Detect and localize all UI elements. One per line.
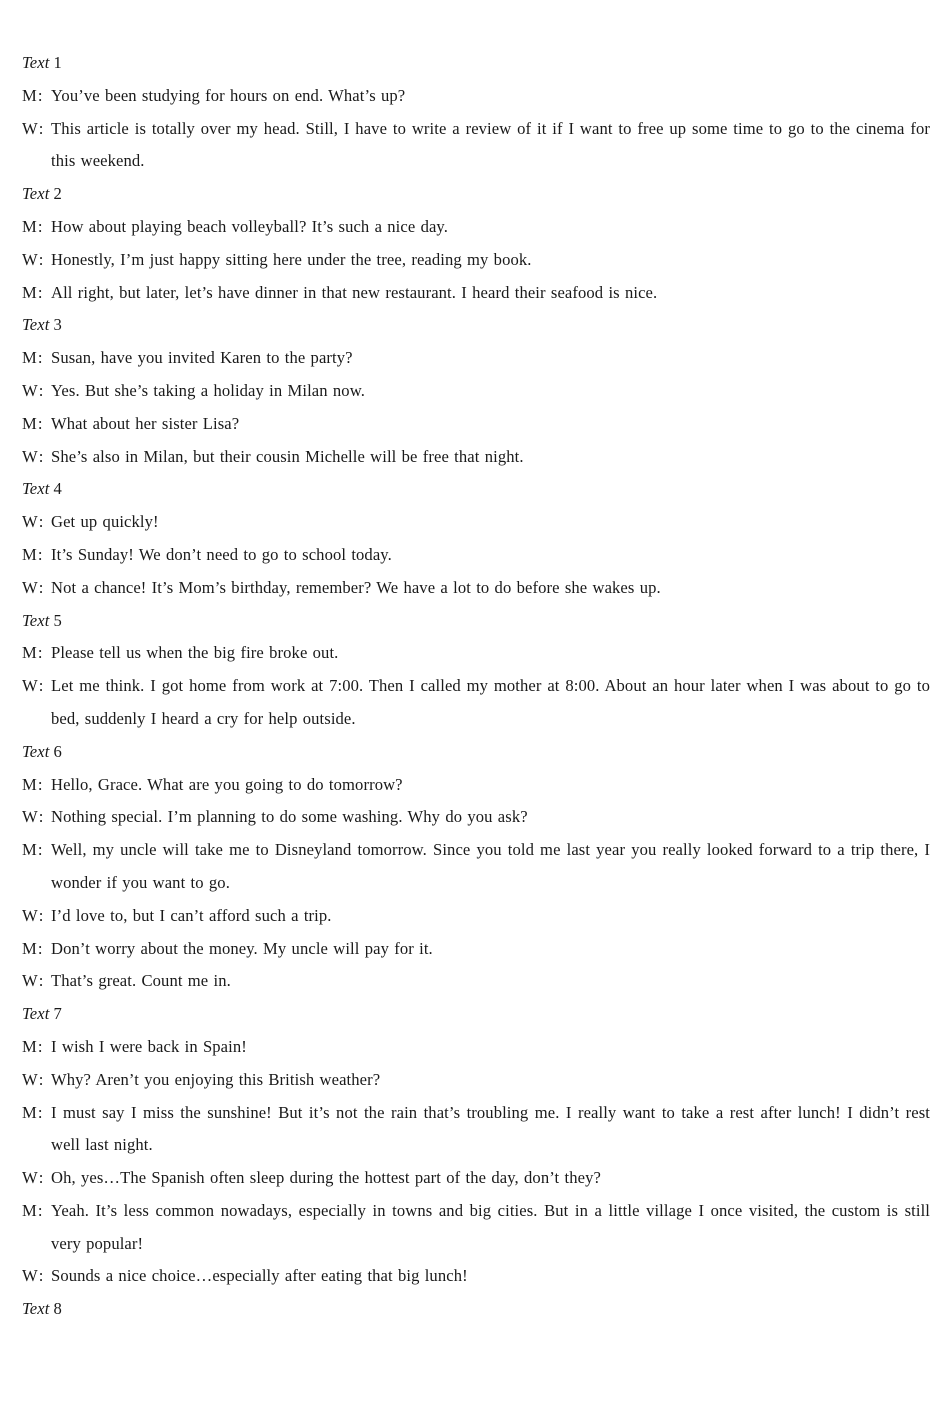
dialogue-line	[22, 801, 930, 834]
text-heading-number: 8	[53, 1299, 62, 1319]
speaker-letter: W	[22, 807, 38, 827]
speaker-label	[22, 900, 51, 933]
speaker-colon: :	[38, 380, 44, 400]
speaker-colon: :	[38, 577, 44, 597]
speaker-label	[22, 539, 51, 572]
speaker-letter: W	[22, 512, 38, 532]
dialogue-line	[22, 1260, 930, 1293]
dialogue-line	[22, 408, 930, 441]
speaker-colon: :	[37, 643, 43, 663]
speaker-letter: W	[22, 118, 38, 138]
speaker-letter: W	[22, 971, 38, 991]
speaker-colon: :	[38, 118, 44, 138]
speaker-label	[22, 342, 51, 375]
dialogue-line	[22, 1031, 930, 1064]
speaker-letter: W	[22, 446, 38, 466]
dialogue-text: Why? Aren’t you enjoying this British weather?	[51, 1069, 381, 1089]
dialogue-text: Not a chance! It’s Mom’s birthday, remember? We have a lot to do before she wakes up.	[51, 577, 661, 597]
speaker-label	[22, 408, 51, 441]
dialogue-line	[22, 375, 930, 408]
speaker-colon: :	[37, 413, 43, 433]
speaker-letter: W	[22, 380, 38, 400]
speaker-label	[22, 113, 51, 146]
speaker-colon: :	[37, 840, 43, 860]
speaker-letter: W	[22, 577, 38, 597]
dialogue-line	[22, 441, 930, 474]
dialogue-text: Nothing special. I’m planning to do some washing. Why do you ask?	[51, 807, 528, 827]
speaker-letter: M	[22, 282, 37, 302]
dialogue-text: I wish I were back in Spain!	[51, 1036, 247, 1056]
speaker-letter: W	[22, 249, 38, 269]
dialogue-line	[22, 277, 930, 310]
dialogue-line	[22, 1097, 930, 1163]
speaker-colon: :	[38, 446, 44, 466]
speaker-label	[22, 933, 51, 966]
speaker-label	[22, 965, 51, 998]
dialogue-line	[22, 1162, 930, 1195]
speaker-colon: :	[38, 1266, 44, 1286]
dialogue-text: Don’t worry about the money. My uncle will pay for it.	[51, 938, 433, 958]
dialogue-line	[22, 1064, 930, 1097]
dialogue-text: Oh, yes…The Spanish often sleep during the hottest part of the day, don’t they?	[51, 1168, 601, 1188]
speaker-label	[22, 769, 51, 802]
dialogue-line	[22, 769, 930, 802]
dialogue-text: All right, but later, let’s have dinner in that new restaurant. I heard their seafood is nice.	[51, 282, 658, 302]
dialogue-text: Hello, Grace. What are you going to do tomorrow?	[51, 774, 403, 794]
speaker-colon: :	[38, 1069, 44, 1089]
dialogue-line	[22, 342, 930, 375]
text-heading	[22, 605, 930, 638]
text-heading	[22, 473, 930, 506]
dialogue-line	[22, 900, 930, 933]
text-heading	[22, 178, 930, 211]
dialogue-text: How about playing beach volleyball? It’s such a nice day.	[51, 216, 449, 236]
speaker-letter: M	[22, 216, 37, 236]
text-heading-label: Text	[22, 741, 50, 761]
text-heading-number: 6	[53, 741, 62, 761]
dialogue-line	[22, 1195, 930, 1261]
speaker-colon: :	[38, 249, 44, 269]
dialogue-text: It’s Sunday! We don’t need to go to school today.	[51, 544, 392, 564]
dialogue-text: Get up quickly!	[51, 512, 159, 532]
speaker-label	[22, 637, 51, 670]
speaker-label	[22, 1064, 51, 1097]
text-heading-number: 1	[53, 53, 62, 72]
text-heading-label: Text	[22, 315, 50, 335]
speaker-label	[22, 375, 51, 408]
speaker-colon: :	[37, 85, 43, 105]
dialogue-line	[22, 637, 930, 670]
speaker-colon: :	[38, 512, 44, 532]
dialogue-text: Yes. But she’s taking a holiday in Milan now.	[51, 380, 365, 400]
speaker-colon: :	[37, 774, 43, 794]
dialogue-text: Well, my uncle will take me to Disneyland tomorrow. Since you told me last year you really looked forward to a trip there, I wonder if you want to go.	[51, 840, 930, 892]
speaker-letter: M	[22, 938, 37, 958]
text-heading	[22, 47, 930, 80]
speaker-label	[22, 1162, 51, 1195]
speaker-label	[22, 506, 51, 539]
text-heading	[22, 998, 930, 1031]
speaker-letter: M	[22, 544, 37, 564]
text-heading-label: Text	[22, 53, 50, 72]
dialogue-line	[22, 113, 930, 179]
speaker-label	[22, 1097, 51, 1130]
speaker-label	[22, 211, 51, 244]
dialogue-line	[22, 211, 930, 244]
dialogue-line	[22, 965, 930, 998]
speaker-letter: M	[22, 1036, 37, 1056]
text-heading-label: Text	[22, 1004, 50, 1024]
speaker-colon: :	[37, 282, 43, 302]
dialogue-line	[22, 670, 930, 736]
speaker-colon: :	[37, 544, 43, 564]
speaker-letter: M	[22, 1200, 37, 1220]
dialogue-line	[22, 80, 930, 113]
speaker-letter: M	[22, 85, 37, 105]
speaker-label	[22, 834, 51, 867]
dialogue-text: This article is totally over my head. Still, I have to write a review of it if I want to free up some time to go to the cinema for this weekend.	[51, 118, 930, 171]
text-heading-label: Text	[22, 479, 50, 499]
speaker-letter: W	[22, 1069, 38, 1089]
speaker-letter: M	[22, 774, 37, 794]
dialogue-line	[22, 506, 930, 539]
dialogue-line	[22, 834, 930, 900]
speaker-colon: :	[37, 348, 43, 368]
speaker-label	[22, 801, 51, 834]
speaker-letter: M	[22, 840, 37, 860]
speaker-colon: :	[38, 676, 44, 696]
dialogue-text: Yeah. It’s less common nowadays, especially in towns and big cities. But in a little village I once visited, the custom is still very popular!	[51, 1200, 930, 1253]
speaker-colon: :	[38, 905, 44, 925]
text-heading-label: Text	[22, 1299, 50, 1319]
speaker-letter: W	[22, 1168, 38, 1188]
text-heading	[22, 1293, 930, 1326]
dialogue-text: Please tell us when the big fire broke out.	[51, 643, 339, 663]
text-heading-number: 2	[53, 184, 62, 204]
dialogue-text: You’ve been studying for hours on end. What’s up?	[51, 85, 406, 105]
speaker-colon: :	[38, 1168, 44, 1188]
dialogue-text: What about her sister Lisa?	[51, 413, 240, 433]
dialogue-line	[22, 933, 930, 966]
text-heading-number: 5	[53, 610, 62, 630]
text-heading-number: 7	[53, 1004, 62, 1024]
text-heading-number: 4	[53, 479, 62, 499]
speaker-letter: W	[22, 905, 38, 925]
dialogue-text: I must say I miss the sunshine! But it’s not the rain that’s troubling me. I really want to take a rest after lunch! I didn’t rest well last night.	[51, 1102, 930, 1155]
dialogue-text: I’d love to, but I can’t afford such a trip.	[51, 905, 332, 925]
text-heading	[22, 309, 930, 342]
speaker-colon: :	[38, 807, 44, 827]
speaker-colon: :	[37, 216, 43, 236]
speaker-label	[22, 1031, 51, 1064]
speaker-label	[22, 277, 51, 310]
transcript-document	[22, 47, 930, 1326]
speaker-colon: :	[37, 938, 43, 958]
dialogue-text: She’s also in Milan, but their cousin Michelle will be free that night.	[51, 446, 524, 466]
text-heading	[22, 736, 930, 769]
dialogue-text: Honestly, I’m just happy sitting here under the tree, reading my book.	[51, 249, 532, 269]
speaker-letter: M	[22, 413, 37, 433]
speaker-letter: M	[22, 348, 37, 368]
speaker-colon: :	[37, 1200, 43, 1220]
speaker-colon: :	[37, 1036, 43, 1056]
speaker-colon: :	[37, 1102, 43, 1122]
dialogue-line	[22, 539, 930, 572]
speaker-letter: W	[22, 1266, 38, 1286]
text-heading-label: Text	[22, 184, 50, 204]
dialogue-text: That’s great. Count me in.	[51, 971, 231, 991]
speaker-letter: M	[22, 643, 37, 663]
dialogue-text: Susan, have you invited Karen to the party?	[51, 348, 353, 368]
dialogue-line	[22, 572, 930, 605]
speaker-label	[22, 670, 51, 703]
speaker-label	[22, 572, 51, 605]
dialogue-line	[22, 244, 930, 277]
dialogue-text: Sounds a nice choice…especially after eating that big lunch!	[51, 1266, 468, 1286]
speaker-letter: M	[22, 1102, 37, 1122]
speaker-label	[22, 1195, 51, 1228]
dialogue-text: Let me think. I got home from work at 7:00. Then I called my mother at 8:00. About an hour later when I was about to go to bed, suddenly I heard a cry for help outside.	[51, 676, 930, 728]
text-heading-label: Text	[22, 610, 50, 630]
speaker-label	[22, 80, 51, 113]
speaker-label	[22, 441, 51, 474]
speaker-colon: :	[38, 971, 44, 991]
speaker-label	[22, 244, 51, 277]
speaker-label	[22, 1260, 51, 1293]
speaker-letter: W	[22, 676, 38, 696]
text-heading-number: 3	[53, 315, 62, 335]
